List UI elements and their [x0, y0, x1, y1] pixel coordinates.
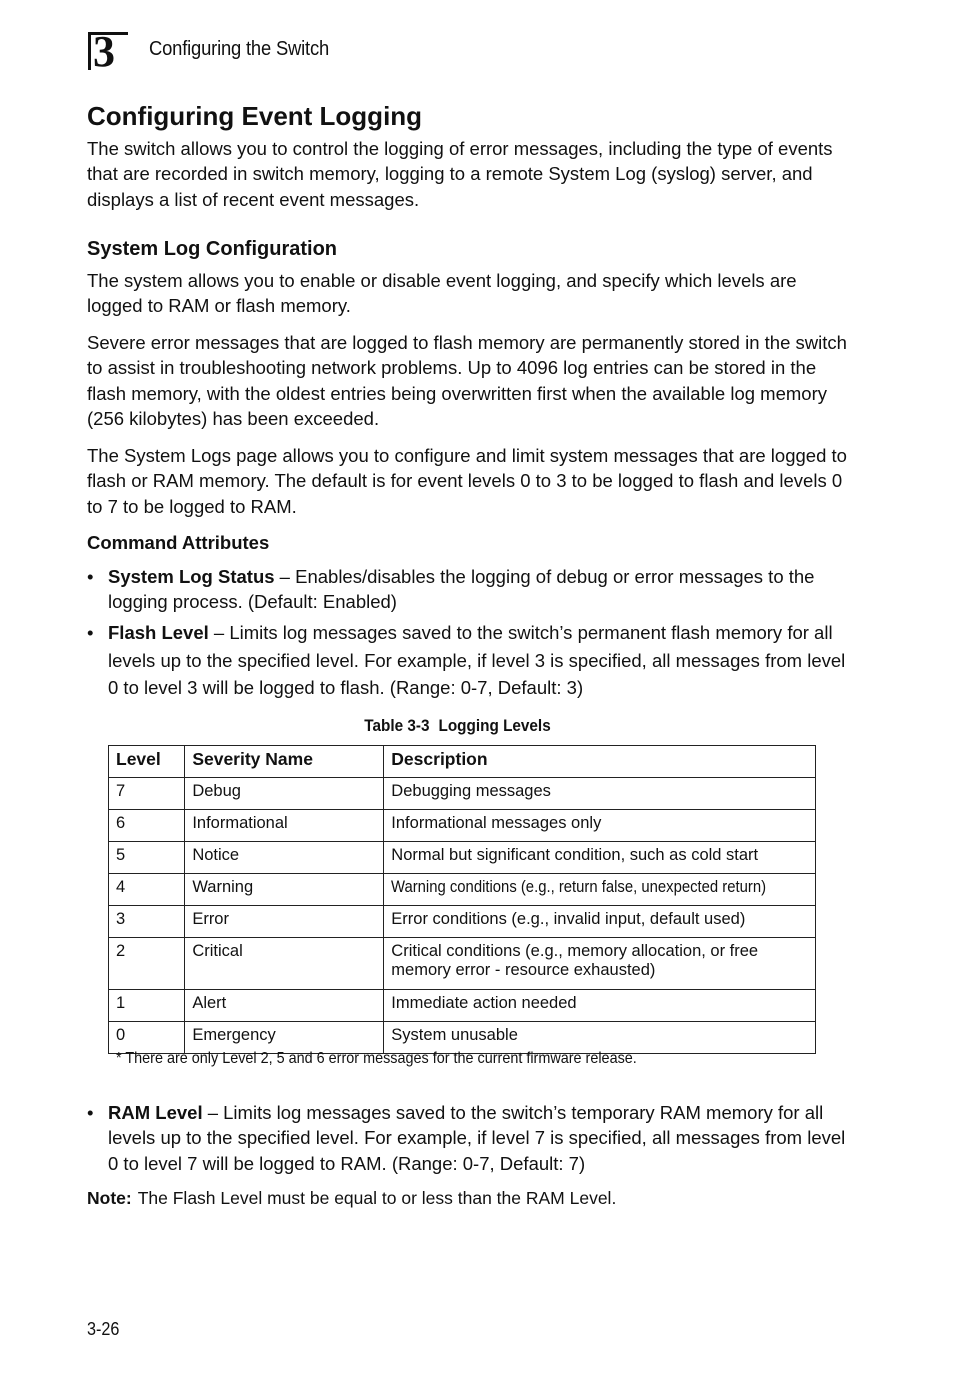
cell-severity: Alert [185, 990, 384, 1022]
cell-description: Immediate action needed [384, 990, 816, 1022]
chapter-frame-left [88, 32, 91, 70]
note [87, 1188, 616, 1209]
attribute-desc: – Enables/disables the logging of debug or error messages to the logging process. (Default: Enabled) [108, 566, 815, 613]
table-row [109, 874, 816, 906]
section-title: Configuring Event Logging [87, 101, 423, 131]
cell-severity: Informational [185, 810, 384, 842]
cell-severity: Critical [185, 938, 384, 990]
cell-level: 0 [109, 1022, 185, 1054]
section-intro: The switch allows you to control the logging of error messages, including the type of events that are recorded in switch memory, logging to a remote System Log (syslog) server, and displays a list of recent event messages. [87, 138, 833, 210]
cell-level: 4 [109, 874, 185, 906]
table-row [109, 906, 816, 938]
table-caption-title: Logging Levels [438, 716, 551, 735]
note-text: The Flash Level must be equal to or less than the RAM Level. [137, 1188, 617, 1208]
running-header-title: Configuring the Switch [149, 38, 330, 60]
note-label: Note: [87, 1188, 132, 1208]
table-header-row [109, 746, 816, 778]
bullet-icon: • [87, 1102, 94, 1123]
table-row [109, 842, 816, 874]
attribute-term: System Log Status [108, 566, 275, 587]
logging-levels-table [108, 745, 816, 1054]
cell-level: 2 [109, 938, 185, 990]
cell-level: 1 [109, 990, 185, 1022]
cell-severity: Debug [185, 778, 384, 810]
cell-description: Critical conditions (e.g., memory allocation, or free memory error - resource exhausted) [384, 938, 816, 990]
table-row [109, 990, 816, 1022]
header-level: Level [109, 746, 185, 778]
cell-severity: Notice [185, 842, 384, 874]
table-caption-label: Table 3-3 [364, 716, 430, 735]
attribute-desc: – Limits log messages saved to the switch’s permanent flash memory for all levels up to the specified level. For example, if level 3 is specified, all messages from level 0 to level 3 will be logged to flash. (Range: 0-7, Default: 3) [108, 622, 846, 698]
cell-description: Normal but significant condition, such as cold start [384, 842, 816, 874]
table-footnote: * There are only Level 2, 5 and 6 error messages for the current firmware release. [116, 1050, 637, 1067]
attribute-term: Flash Level [108, 622, 209, 643]
cell-level: 6 [109, 810, 185, 842]
cell-level: 5 [109, 842, 185, 874]
cell-description: Informational messages only [384, 810, 816, 842]
cell-description: Error conditions (e.g., invalid input, default used) [384, 906, 816, 938]
paragraph-3: The System Logs page allows you to configure and limit system messages that are logged to flash or RAM memory. The default is for event levels 0 to 3 to be logged to flash and levels 0 to 7 to be logged to RAM. [87, 445, 847, 517]
page-number: 3-26 [87, 1319, 120, 1339]
cell-description: Debugging messages [384, 778, 816, 810]
cell-severity: Warning [185, 874, 384, 906]
bullet-icon: • [87, 566, 94, 587]
table-row [109, 938, 816, 990]
header-severity-name: Severity Name [185, 746, 384, 778]
cell-description: System unusable [384, 1022, 816, 1054]
cell-level: 3 [109, 906, 185, 938]
table-row [109, 1022, 816, 1054]
subsection-title: System Log Configuration [87, 238, 337, 260]
table-row [109, 778, 816, 810]
command-attributes-title: Command Attributes [87, 532, 270, 553]
attribute-term: RAM Level [108, 1102, 203, 1123]
table-row [109, 810, 816, 842]
table-caption [46, 716, 878, 736]
chapter-number: 3 [93, 27, 115, 76]
chapter-marker [88, 27, 128, 76]
paragraph-2: Severe error messages that are logged to flash memory are permanently stored in the switch to assist in troubleshooting network problems. Up to 4096 log entries can be stored in the flash memory, with the oldest entries being overwritten first when the available log memory (256 kilobytes) has been exceeded. [87, 332, 847, 429]
cell-severity: Emergency [185, 1022, 384, 1054]
paragraph-1: The system allows you to enable or disable event logging, and specify which levels are logged to RAM or flash memory. [87, 270, 797, 317]
cell-level: 7 [109, 778, 185, 810]
cell-description: Warning conditions (e.g., return false, unexpected return) [391, 878, 767, 896]
attribute-desc: – Limits log messages saved to the switch’s temporary RAM memory for all levels up to the specified level. For example, if level 7 is specified, all messages from level 0 to level 7 will be logged to RAM. (Range: 0-7, Default: 7) [108, 1102, 846, 1174]
bullet-icon: • [87, 622, 94, 643]
header-description: Description [384, 746, 816, 778]
cell-severity: Error [185, 906, 384, 938]
